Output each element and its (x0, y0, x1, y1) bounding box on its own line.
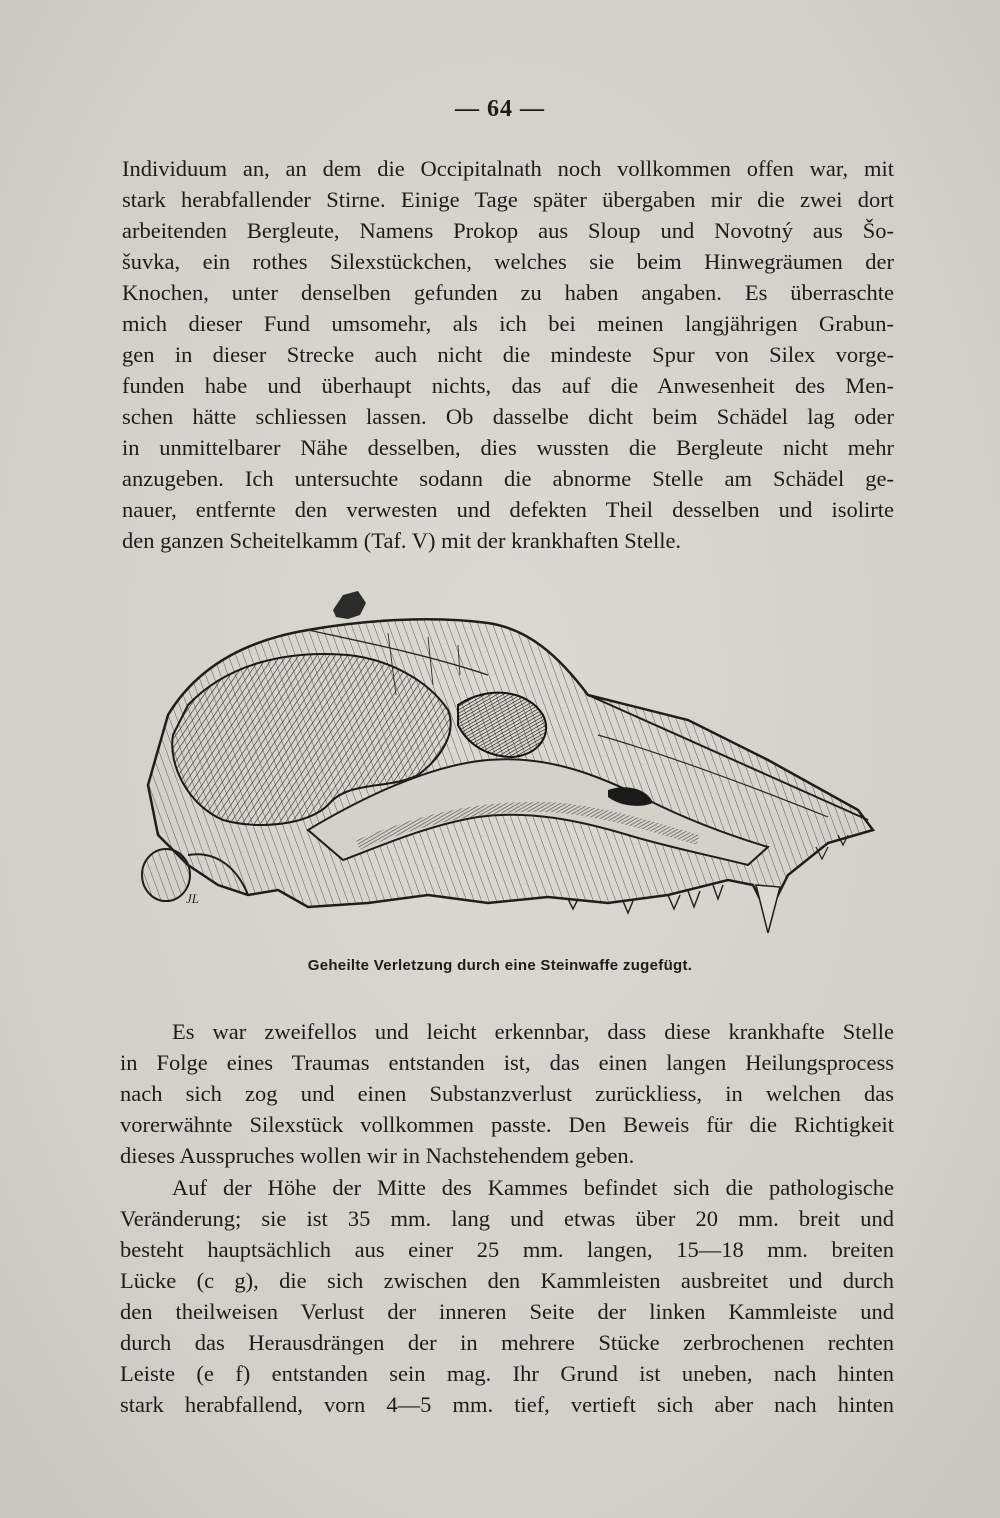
artist-monogram: JL (186, 891, 199, 906)
text-line: den ganzen Scheitelkamm (Taf. V) mit der krankhaften Stelle. (122, 528, 682, 553)
text-line: Veränderung; sie ist 35 mm. lang und etwas über 20 mm. breit und (120, 1206, 894, 1231)
text-line: in Folge eines Traumas entstanden ist, das einen langen Heilungsprocess (120, 1050, 894, 1075)
flint-fragment (333, 591, 366, 619)
text-line: dieses Ausspruches wollen wir in Nachstehendem geben. (120, 1143, 635, 1168)
paragraph-2 (120, 1016, 894, 1171)
text-line: nach sich zog und einen Substanzverlust zurückliess, in welchen das (120, 1081, 894, 1106)
text-line: anzugeben. Ich untersuchte sodann die abnorme Stelle am Schädel ge- (122, 466, 894, 491)
text-line: durch das Herausdrängen der in mehrere Stücke zerbrochenen rechten (120, 1330, 894, 1355)
text-line: šuvka, ein rothes Silexstückchen, welches sie beim Hinwegräumen der (122, 249, 894, 274)
text-line: Lücke (c g), die sich zwischen den Kammleisten ausbreitet und durch (120, 1268, 894, 1293)
text-line: nauer, entfernte den verwesten und defekten Theil desselben und isolirte (122, 497, 894, 522)
text-line: Es war zweifellos und leicht erkennbar, dass diese krankhafte Stelle (172, 1019, 894, 1044)
text-line: arbeitenden Bergleute, Namens Prokop aus Sloup und Novotný aus Šo- (122, 218, 894, 243)
text-line: Knochen, unter denselben gefunden zu haben angaben. Es überraschte (122, 280, 894, 305)
figure-caption: Geheilte Verletzung durch eine Steinwaffe zugefügt. (307, 957, 693, 974)
skull-illustration (128, 585, 888, 945)
text-line: Individuum an, an dem die Occipitalnath noch vollkommen offen war, mit (122, 156, 894, 181)
text-line: Leiste (e f) entstanden sein mag. Ihr Grund ist uneben, nach hinten (120, 1361, 894, 1386)
text-line: stark herabfallend, vorn 4—5 mm. tief, vertieft sich aber nach hinten (120, 1392, 894, 1417)
text-line: gen in dieser Strecke auch nicht die mindeste Spur von Silex vorge- (122, 342, 894, 367)
text-line: mich dieser Fund umsomehr, als ich bei meinen langjährigen Grabun- (122, 311, 894, 336)
paragraph-1 (122, 153, 894, 556)
text-line: schen hätte schliessen lassen. Ob dasselbe dicht beim Schädel lag oder (122, 404, 894, 429)
text-line: funden habe und überhaupt nichts, das auf die Anwesenheit des Men- (122, 373, 894, 398)
canine-tooth (756, 885, 780, 933)
occipital-condyle (142, 849, 190, 901)
text-line: vorerwähnte Silexstück vollkommen passte. Den Beweis für die Richtigkeit (120, 1112, 894, 1137)
page-number: — 64 — (455, 96, 545, 122)
paragraph-3 (120, 1172, 894, 1420)
text-line: in unmittelbarer Nähe desselben, dies wussten die Bergleute nicht mehr (122, 435, 894, 460)
text-line: den theilweisen Verlust der inneren Seite der linken Kammleiste und (120, 1299, 894, 1324)
text-line: besteht hauptsächlich aus einer 25 mm. langen, 15—18 mm. breiten (120, 1237, 894, 1262)
text-line: Auf der Höhe der Mitte des Kammes befindet sich die pathologische (172, 1175, 894, 1200)
text-line: stark herabfallender Stirne. Einige Tage später übergaben mir die zwei dort (122, 187, 894, 212)
